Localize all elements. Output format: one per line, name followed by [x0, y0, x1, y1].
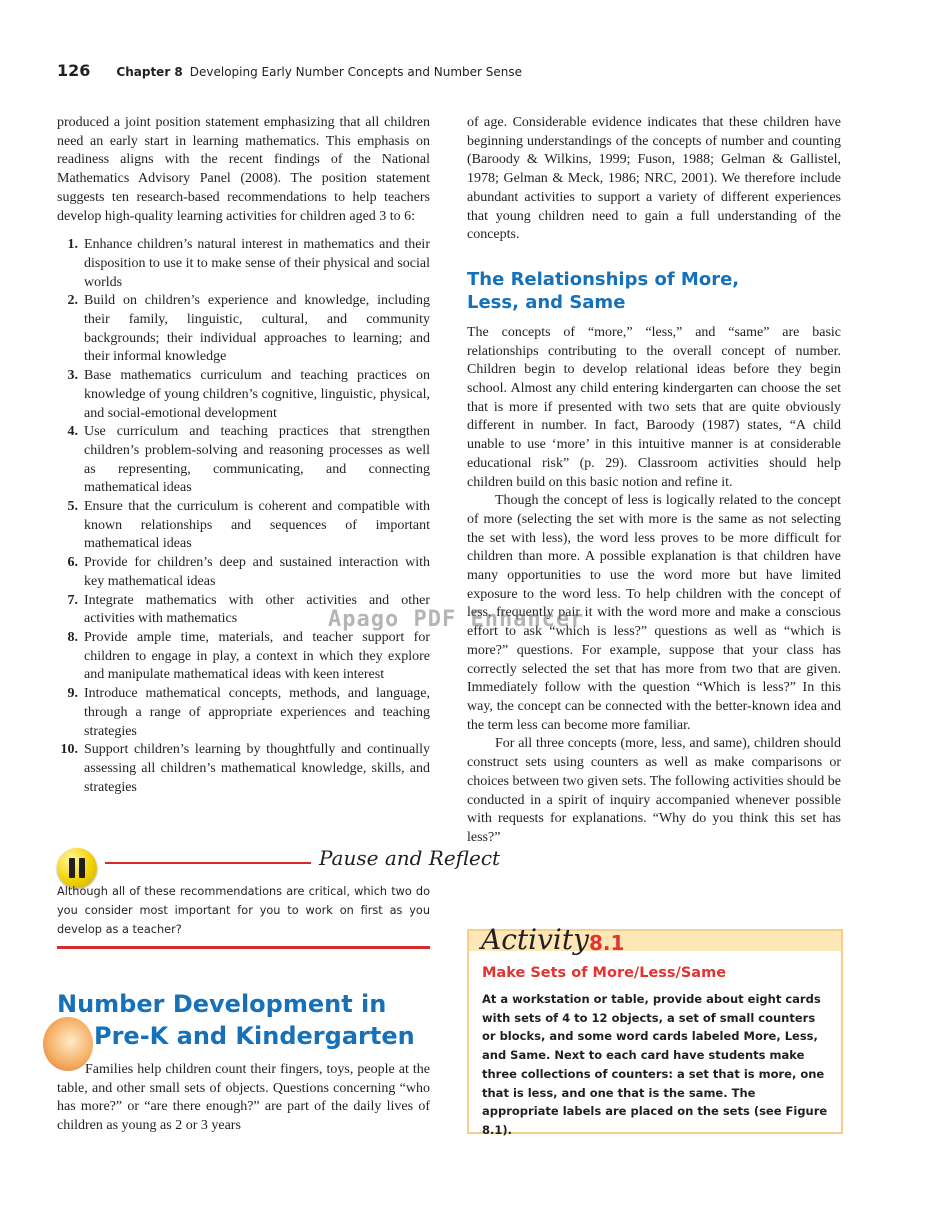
- list-text: Enhance children’s natural interest in mathematics and their disposition to use it to make sense of their physical and social worlds: [84, 237, 430, 290]
- list-number: 10.: [60, 742, 78, 758]
- pause-divider: [105, 862, 311, 864]
- left-intro-paragraph: produced a joint position statement emphasizing that all children need an early start in learning mathematics. This emphasis on readiness aligns with the recent findings of the National Mathematics Advisory Panel (2008). The position statement suggests ten research-based recommendations to help teachers develop high-quality learning activities for children aged 3 to 6:: [57, 115, 430, 224]
- list-number: 3.: [67, 368, 78, 384]
- recommendations-list: [57, 236, 430, 797]
- activity-label: Activity: [481, 923, 589, 956]
- subsection-heading-line2: Less, and Same: [467, 291, 626, 313]
- subsection-heading-line1: The Relationships of More,: [467, 268, 740, 290]
- list-item: [57, 554, 430, 591]
- activity-text: At a workstation or table, provide about eight cards with sets of 4 to 12 objects, a set of small counters or blocks, and some word cards labeled More, Less, and Same. Next to each card have students make three collections of counters: a set that is more, one that is less, and one that is the same. The appropriate labels are placed on the sets (see Figure 8.1).: [482, 992, 828, 1137]
- list-item: [57, 367, 430, 423]
- list-number: 7.: [67, 592, 78, 608]
- list-number: 8.: [67, 629, 78, 645]
- list-item: [57, 292, 430, 367]
- activity-number: 8.1: [589, 931, 625, 955]
- list-item: [57, 629, 430, 685]
- list-number: 1.: [67, 237, 78, 253]
- list-text: Use curriculum and teaching practices that strengthen children’s problem-solving and reasoning processes as well as representing, communicating, and connecting mathematical ideas: [84, 424, 430, 496]
- chapter-label: Chapter 8: [116, 65, 183, 79]
- chapter-title: Developing Early Number Concepts and Number Sense: [189, 65, 523, 79]
- pause-text: Although all of these recommendations are critical, which two do you consider most important for you to work on first as you develop as a teacher?: [57, 885, 430, 936]
- body-paragraph-1: The concepts of “more,” “less,” and “same” are basic relationships contributing to the overall concept of number. Children begin to develop relational ideas before they begin school. Almost any child entering kindergarten can choose the set that is more if presented with two sets that are quite obviously different in number. In fact, Baroody (1987) states, “A child unable to use ‘more’ in this intuitive manner is at considerable educational risk” (p. 29). Classroom activities should help children build on this basic notion and refine it.: [467, 324, 841, 490]
- section-heading-line1: Number Development in: [57, 990, 387, 1018]
- body-paragraph-3: For all three concepts (more, less, and same), children should construct sets using counters as well as make comparisons or choices between two given sets. The following activities should be conducted in a spirit of inquiry accompanied whenever possible with requests for explanations. “Why do you think this set has less?”: [467, 736, 841, 845]
- list-number: 5.: [67, 499, 78, 515]
- body-paragraph-2: Though the concept of less is logically related to the concept of more (selecting the set with more is the same as not selecting the set with less), the word less proves to be more difficult for children than more. A possible explanation is that children have many opportunities to use the word more but have limited exposure to the word less. To help children with the concept of less, frequently pair it with the word more and make a conscious effort to ask “which is less?” questions as well as “which is more?” questions. For example, suppose that your class has correctly selected the set that has more from two that are given. Immediately follow with the question “Which is less?” In this way, the concept can be connected with the better-known idea and the term less can become more familiar.: [467, 493, 841, 733]
- list-text: Provide ample time, materials, and teacher support for children to engage in play, a context in which they explore and manipulate mathematical ideas with keen interest: [84, 629, 430, 683]
- pause-bottom-divider: [57, 946, 430, 949]
- activity-title: Make Sets of More/Less/Same: [482, 965, 727, 981]
- list-text: Ensure that the curriculum is coherent and compatible with known relationships and sequences of important mathematical ideas: [84, 499, 430, 552]
- list-item: [57, 741, 430, 797]
- list-number: 9.: [67, 686, 78, 702]
- section-heading-line2: Pre-K and Kindergarten: [94, 1022, 415, 1050]
- list-item: [57, 236, 430, 292]
- list-item: [57, 685, 430, 741]
- list-text: Provide for children’s deep and sustained interaction with key mathematical ideas: [84, 555, 430, 589]
- watermark: Apago PDF Enhancer: [328, 607, 585, 632]
- running-header: [57, 61, 522, 83]
- pause-title: Pause and Reflect: [319, 846, 501, 870]
- list-item: [57, 423, 430, 498]
- list-text: Support children’s learning by thoughtfully and continually assessing all children’s mathematical knowledge, skills, and strategies: [84, 742, 430, 795]
- list-number: 2.: [67, 293, 78, 309]
- subsection-heading: [467, 268, 841, 314]
- section-paragraph: Families help children count their fingers, toys, people at the table, and other small sets of objects. Questions concerning “who has more?” or “are there enough?” are part of the daily lives of children as young as 2 or 3 years: [57, 1062, 430, 1134]
- right-column: [467, 114, 841, 848]
- right-intro-paragraph: of age. Considerable evidence indicates that these children have beginning understandings of the concepts of number and counting (Baroody & Wilkins, 1999; Fuson, 1988; Gelman & Gallistel, 1978; Gelman & Meck, 1986; NRC, 2001). We therefore include abundant activities to support a variety of different experiences that young children need to gain a full understanding of the concepts.: [467, 115, 841, 243]
- left-column: [57, 114, 430, 797]
- list-item: [57, 498, 430, 554]
- list-text: Introduce mathematical concepts, methods, and language, through a range of appropriate experiences and teaching strategies: [84, 686, 430, 739]
- list-number: 4.: [67, 424, 78, 440]
- list-text: Integrate mathematics with other activities and other activities with mathematics: [84, 592, 430, 627]
- list-text: Build on children’s experience and knowledge, including their family, linguistic, cultural, and community backgrounds; their individual approaches to learning; and their informal knowledge: [84, 293, 430, 365]
- list-number: 6.: [67, 555, 78, 571]
- activity-box: [467, 923, 843, 1137]
- section-heading: [57, 988, 437, 1052]
- page-number: 126: [57, 61, 91, 80]
- list-text: Base mathematics curriculum and teaching practices on knowledge of young children’s cognitive, linguistic, physical, and social-emotional development: [84, 368, 430, 421]
